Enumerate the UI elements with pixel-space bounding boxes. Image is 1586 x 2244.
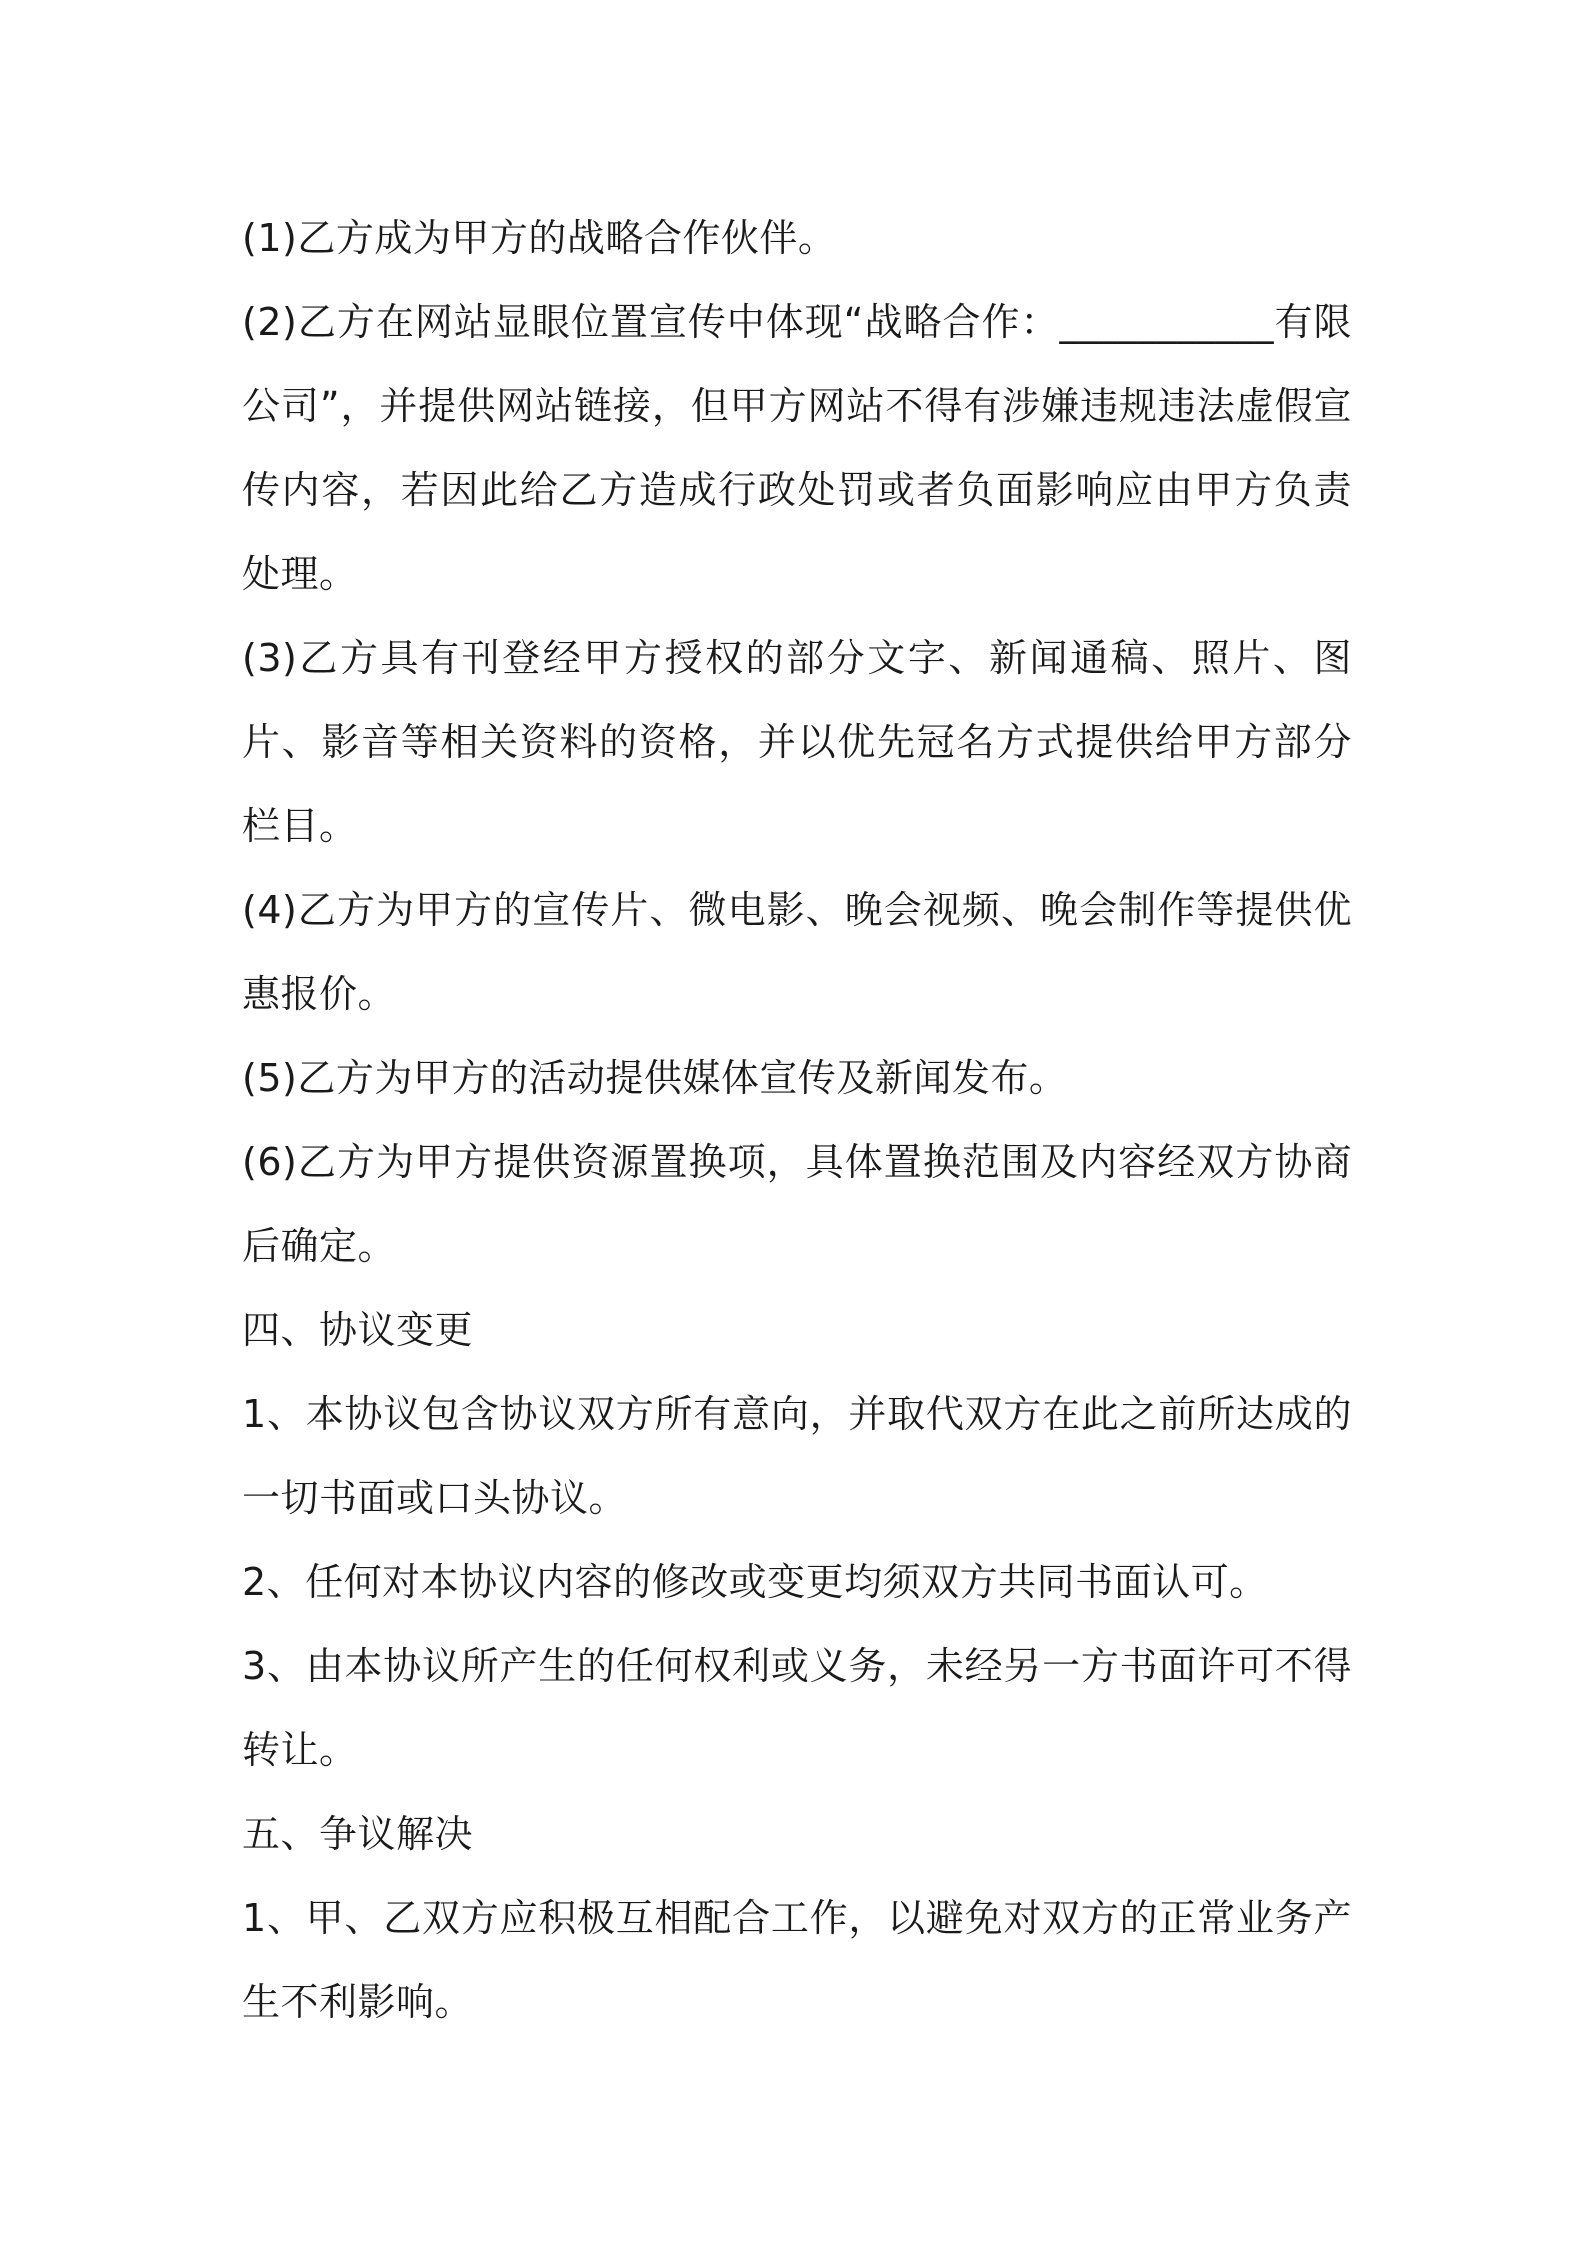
clause-4-3: 3、由本协议所产生的任何权利或义务，未经另一方书面许可不得转让。 (242, 1644, 1352, 1772)
clause-3-4: (4)乙方为甲方的宣传片、微电影、晚会视频、晚会制作等提供优惠报价。 (242, 888, 1352, 1016)
section-heading-5: 五、争议解决 (242, 1812, 474, 1856)
clause-3-6: (6)乙方为甲方提供资源置换项，具体置换范围及内容经双方协商后确定。 (242, 1140, 1352, 1268)
clause-3-1: (1)乙方成为甲方的战略合作伙伴。 (242, 216, 837, 260)
clause-4-1: 1、本协议包含协议双方所有意向，并取代双方在此之前所达成的一切书面或口头协议。 (242, 1392, 1352, 1520)
clause-5-1: 1、甲、乙双方应积极互相配合工作，以避免对双方的正常业务产生不利影响。 (242, 1896, 1352, 2024)
document-body (242, 196, 1352, 2044)
clause-3-3: (3)乙方具有刊登经甲方授权的部分文字、新闻通稿、照片、图片、影音等相关资料的资格，并以优先冠名方式提供给甲方部分栏目。 (242, 636, 1352, 848)
clause-3-5: (5)乙方为甲方的活动提供媒体宣传及新闻发布。 (242, 1056, 1068, 1100)
section-heading-4: 四、协议变更 (242, 1308, 474, 1352)
clause-4-2: 2、任何对本协议内容的修改或变更均须双方共同书面认可。 (242, 1560, 1268, 1604)
clause-3-2: (2)乙方在网站显眼位置宣传中体现“战略合作：___________有限公司”，并提供网站链接，但甲方网站不得有涉嫌违规违法虚假宣传内容，若因此给乙方造成行政处罚或者负面影响应由甲方负责处理。 (242, 300, 1352, 596)
